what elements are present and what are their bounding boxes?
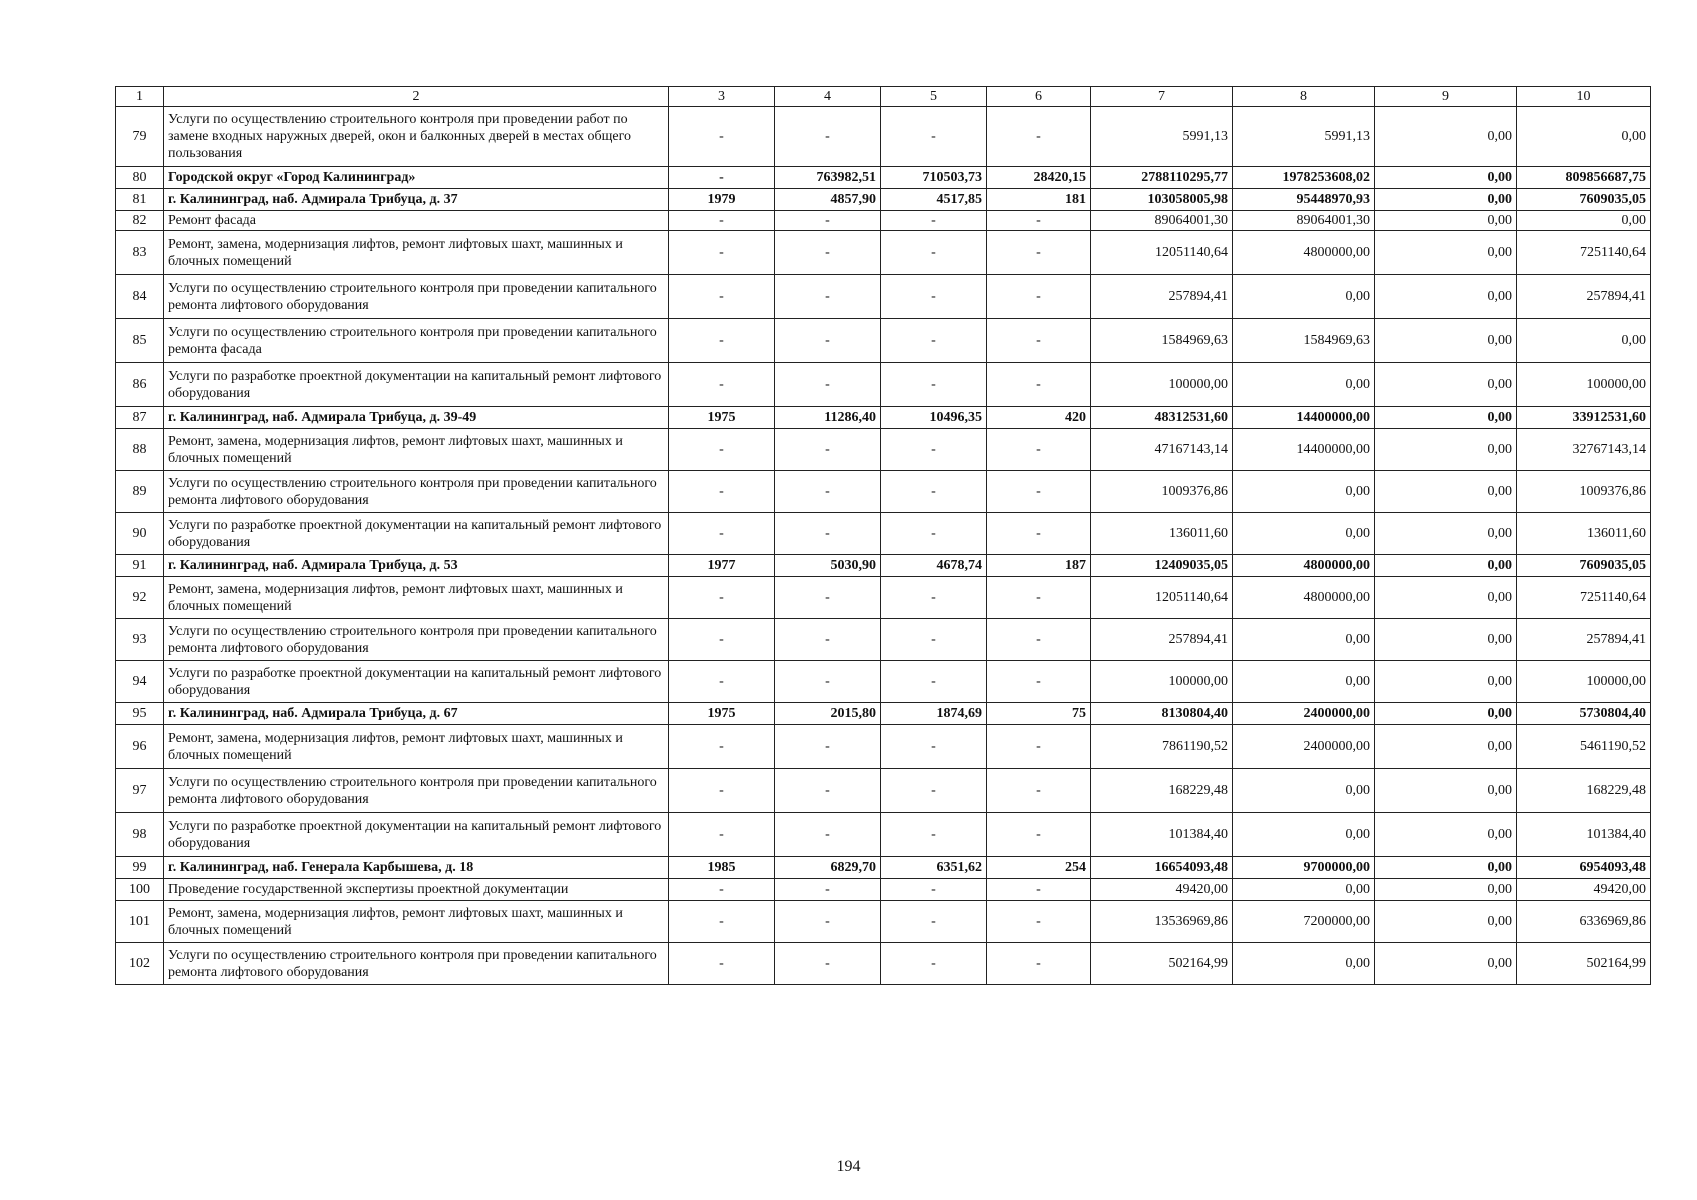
cell-col-9: 0,00 (1375, 577, 1517, 619)
cell-col-3: - (669, 661, 775, 703)
cell-col-6: - (987, 231, 1091, 275)
cell-col-6: 254 (987, 857, 1091, 879)
cell-col-7: 16654093,48 (1091, 857, 1233, 879)
cell-col-3: - (669, 167, 775, 189)
cell-col-5: - (881, 901, 987, 943)
cell-col-6: 187 (987, 555, 1091, 577)
cell-col-4: - (775, 725, 881, 769)
cell-col-4: 2015,80 (775, 703, 881, 725)
work-name: г. Калининград, наб. Адмирала Трибуца, д. 67 (164, 703, 669, 725)
cell-col-7: 7861190,52 (1091, 725, 1233, 769)
cell-col-7: 13536969,86 (1091, 901, 1233, 943)
row-number: 84 (116, 275, 164, 319)
work-name: Услуги по разработке проектной документации на капитальный ремонт лифтового оборудования (164, 513, 669, 555)
cell-col-6: - (987, 429, 1091, 471)
cell-col-10: 0,00 (1517, 107, 1651, 167)
cell-col-7: 48312531,60 (1091, 407, 1233, 429)
cell-col-10: 7609035,05 (1517, 189, 1651, 211)
cell-col-8: 4800000,00 (1233, 555, 1375, 577)
cell-col-8: 95448970,93 (1233, 189, 1375, 211)
cell-col-3: - (669, 619, 775, 661)
work-name: Ремонт, замена, модернизация лифтов, ремонт лифтовых шахт, машинных и блочных помещений (164, 231, 669, 275)
cell-col-8: 0,00 (1233, 619, 1375, 661)
cell-col-9: 0,00 (1375, 857, 1517, 879)
cell-col-10: 101384,40 (1517, 813, 1651, 857)
cell-col-8: 0,00 (1233, 879, 1375, 901)
cell-col-5: - (881, 879, 987, 901)
work-name: Услуги по осуществлению строительного контроля при проведении капитального ремонта лифтового оборудования (164, 471, 669, 513)
cell-col-4: - (775, 901, 881, 943)
cell-col-9: 0,00 (1375, 211, 1517, 231)
cell-col-10: 257894,41 (1517, 619, 1651, 661)
cell-col-4: - (775, 319, 881, 363)
cell-col-6: - (987, 901, 1091, 943)
cell-col-6: 420 (987, 407, 1091, 429)
cell-col-4: - (775, 769, 881, 813)
table-row (116, 943, 1651, 985)
cell-col-8: 4800000,00 (1233, 577, 1375, 619)
column-number-10: 10 (1517, 87, 1651, 107)
cell-col-3: 1975 (669, 703, 775, 725)
table-row (116, 857, 1651, 879)
cell-col-6: - (987, 107, 1091, 167)
cell-col-9: 0,00 (1375, 901, 1517, 943)
row-number: 86 (116, 363, 164, 407)
table-row (116, 513, 1651, 555)
cell-col-3: - (669, 107, 775, 167)
row-number: 100 (116, 879, 164, 901)
work-name: Городской округ «Город Калининград» (164, 167, 669, 189)
cell-col-3: 1975 (669, 407, 775, 429)
work-name: Проведение государственной экспертизы проектной документации (164, 879, 669, 901)
cell-col-8: 89064001,30 (1233, 211, 1375, 231)
cell-col-4: 763982,51 (775, 167, 881, 189)
cell-col-6: - (987, 319, 1091, 363)
cell-col-10: 6336969,86 (1517, 901, 1651, 943)
cell-col-8: 0,00 (1233, 513, 1375, 555)
cell-col-4: 5030,90 (775, 555, 881, 577)
table-row (116, 107, 1651, 167)
cell-col-4: - (775, 879, 881, 901)
cell-col-9: 0,00 (1375, 363, 1517, 407)
cell-col-7: 101384,40 (1091, 813, 1233, 857)
cell-col-7: 100000,00 (1091, 363, 1233, 407)
cell-col-4: - (775, 275, 881, 319)
cell-col-3: - (669, 901, 775, 943)
work-name: Ремонт фасада (164, 211, 669, 231)
cell-col-5: - (881, 231, 987, 275)
cell-col-10: 7251140,64 (1517, 577, 1651, 619)
cell-col-9: 0,00 (1375, 725, 1517, 769)
table-row (116, 211, 1651, 231)
cell-col-4: - (775, 471, 881, 513)
cell-col-7: 257894,41 (1091, 275, 1233, 319)
column-number-5: 5 (881, 87, 987, 107)
row-number: 89 (116, 471, 164, 513)
row-number: 102 (116, 943, 164, 985)
row-number: 95 (116, 703, 164, 725)
cell-col-8: 0,00 (1233, 275, 1375, 319)
cell-col-8: 0,00 (1233, 769, 1375, 813)
page-number: 194 (836, 1158, 861, 1175)
cell-col-7: 12409035,05 (1091, 555, 1233, 577)
work-name: Ремонт, замена, модернизация лифтов, ремонт лифтовых шахт, машинных и блочных помещений (164, 725, 669, 769)
cell-col-3: - (669, 363, 775, 407)
cell-col-4: - (775, 107, 881, 167)
cell-col-4: - (775, 619, 881, 661)
cell-col-7: 1584969,63 (1091, 319, 1233, 363)
cell-col-4: - (775, 513, 881, 555)
work-name: г. Калининград, наб. Адмирала Трибуца, д. 53 (164, 555, 669, 577)
cell-col-6: - (987, 471, 1091, 513)
cell-col-7: 2788110295,77 (1091, 167, 1233, 189)
cell-col-3: - (669, 513, 775, 555)
cell-col-7: 8130804,40 (1091, 703, 1233, 725)
cell-col-7: 1009376,86 (1091, 471, 1233, 513)
column-number-8: 8 (1233, 87, 1375, 107)
table-row (116, 363, 1651, 407)
table-row (116, 879, 1651, 901)
cell-col-10: 0,00 (1517, 211, 1651, 231)
table-row (116, 407, 1651, 429)
cell-col-5: 1874,69 (881, 703, 987, 725)
cell-col-8: 14400000,00 (1233, 407, 1375, 429)
row-number: 81 (116, 189, 164, 211)
cell-col-6: - (987, 211, 1091, 231)
cell-col-7: 12051140,64 (1091, 231, 1233, 275)
work-name: Услуги по осуществлению строительного контроля при проведении капитального ремонта лифтового оборудования (164, 619, 669, 661)
cell-col-9: 0,00 (1375, 879, 1517, 901)
column-number-row (116, 87, 1651, 107)
row-number: 99 (116, 857, 164, 879)
table-row (116, 167, 1651, 189)
row-number: 93 (116, 619, 164, 661)
cell-col-10: 5461190,52 (1517, 725, 1651, 769)
cell-col-8: 0,00 (1233, 813, 1375, 857)
table-row (116, 619, 1651, 661)
cell-col-6: - (987, 619, 1091, 661)
work-name: г. Калининград, наб. Адмирала Трибуца, д. 37 (164, 189, 669, 211)
row-number: 80 (116, 167, 164, 189)
cell-col-9: 0,00 (1375, 555, 1517, 577)
work-name: Услуги по осуществлению строительного контроля при проведении капитального ремонта лифтового оборудования (164, 769, 669, 813)
work-name: Ремонт, замена, модернизация лифтов, ремонт лифтовых шахт, машинных и блочных помещений (164, 577, 669, 619)
cell-col-3: - (669, 319, 775, 363)
column-number-4: 4 (775, 87, 881, 107)
cell-col-3: 1985 (669, 857, 775, 879)
table-row (116, 231, 1651, 275)
work-name: Услуги по разработке проектной документации на капитальный ремонт лифтового оборудования (164, 363, 669, 407)
cell-col-9: 0,00 (1375, 429, 1517, 471)
work-name: г. Калининград, наб. Генерала Карбышева, д. 18 (164, 857, 669, 879)
cell-col-4: - (775, 429, 881, 471)
cell-col-5: 6351,62 (881, 857, 987, 879)
cell-col-4: 11286,40 (775, 407, 881, 429)
table-row (116, 319, 1651, 363)
cell-col-8: 0,00 (1233, 661, 1375, 703)
cell-col-9: 0,00 (1375, 703, 1517, 725)
row-number: 90 (116, 513, 164, 555)
table-row (116, 901, 1651, 943)
cell-col-3: - (669, 769, 775, 813)
column-number-1: 1 (116, 87, 164, 107)
cell-col-8: 2400000,00 (1233, 725, 1375, 769)
cell-col-7: 89064001,30 (1091, 211, 1233, 231)
cell-col-10: 100000,00 (1517, 363, 1651, 407)
cell-col-8: 1584969,63 (1233, 319, 1375, 363)
work-name: Услуги по разработке проектной документации на капитальный ремонт лифтового оборудования (164, 661, 669, 703)
cell-col-10: 5730804,40 (1517, 703, 1651, 725)
row-number: 82 (116, 211, 164, 231)
column-number-9: 9 (1375, 87, 1517, 107)
cell-col-8: 0,00 (1233, 363, 1375, 407)
row-number: 87 (116, 407, 164, 429)
cell-col-9: 0,00 (1375, 319, 1517, 363)
cell-col-3: - (669, 211, 775, 231)
cell-col-5: 710503,73 (881, 167, 987, 189)
table-row (116, 189, 1651, 211)
cell-col-6: - (987, 943, 1091, 985)
cell-col-10: 502164,99 (1517, 943, 1651, 985)
table-row (116, 769, 1651, 813)
cell-col-7: 168229,48 (1091, 769, 1233, 813)
work-name: Услуги по разработке проектной документации на капитальный ремонт лифтового оборудования (164, 813, 669, 857)
cell-col-3: - (669, 577, 775, 619)
cell-col-3: - (669, 879, 775, 901)
work-name: Услуги по осуществлению строительного контроля при проведении капитального ремонта лифтового оборудования (164, 275, 669, 319)
cell-col-5: - (881, 211, 987, 231)
cell-col-10: 100000,00 (1517, 661, 1651, 703)
cell-col-3: - (669, 471, 775, 513)
cell-col-5: - (881, 275, 987, 319)
cell-col-10: 49420,00 (1517, 879, 1651, 901)
cell-col-4: - (775, 363, 881, 407)
cell-col-5: - (881, 471, 987, 513)
cell-col-9: 0,00 (1375, 769, 1517, 813)
cell-col-4: 4857,90 (775, 189, 881, 211)
cell-col-10: 33912531,60 (1517, 407, 1651, 429)
cell-col-6: - (987, 813, 1091, 857)
cell-col-10: 6954093,48 (1517, 857, 1651, 879)
cell-col-9: 0,00 (1375, 661, 1517, 703)
cell-col-9: 0,00 (1375, 407, 1517, 429)
work-name: Ремонт, замена, модернизация лифтов, ремонт лифтовых шахт, машинных и блочных помещений (164, 901, 669, 943)
cell-col-5: - (881, 769, 987, 813)
cell-col-5: - (881, 619, 987, 661)
cell-col-5: - (881, 943, 987, 985)
row-number: 101 (116, 901, 164, 943)
table-row (116, 471, 1651, 513)
row-number: 96 (116, 725, 164, 769)
column-number-7: 7 (1091, 87, 1233, 107)
cell-col-9: 0,00 (1375, 167, 1517, 189)
cell-col-9: 0,00 (1375, 619, 1517, 661)
table-row (116, 577, 1651, 619)
cell-col-10: 32767143,14 (1517, 429, 1651, 471)
cell-col-8: 0,00 (1233, 943, 1375, 985)
column-number-3: 3 (669, 87, 775, 107)
cell-col-6: - (987, 275, 1091, 319)
cell-col-6: - (987, 577, 1091, 619)
work-name: г. Калининград, наб. Адмирала Трибуца, д. 39-49 (164, 407, 669, 429)
cell-col-5: - (881, 363, 987, 407)
cell-col-9: 0,00 (1375, 275, 1517, 319)
cell-col-6: - (987, 879, 1091, 901)
cell-col-8: 2400000,00 (1233, 703, 1375, 725)
row-number: 83 (116, 231, 164, 275)
cell-col-8: 9700000,00 (1233, 857, 1375, 879)
cell-col-7: 100000,00 (1091, 661, 1233, 703)
column-number-2: 2 (164, 87, 669, 107)
cell-col-4: - (775, 211, 881, 231)
cell-col-7: 103058005,98 (1091, 189, 1233, 211)
table-row (116, 275, 1651, 319)
cell-col-3: - (669, 275, 775, 319)
cell-col-5: - (881, 577, 987, 619)
cell-col-6: - (987, 513, 1091, 555)
cell-col-3: - (669, 725, 775, 769)
row-number: 97 (116, 769, 164, 813)
cell-col-9: 0,00 (1375, 471, 1517, 513)
cell-col-7: 136011,60 (1091, 513, 1233, 555)
table-row (116, 429, 1651, 471)
cell-col-8: 5991,13 (1233, 107, 1375, 167)
cell-col-9: 0,00 (1375, 189, 1517, 211)
cell-col-5: - (881, 725, 987, 769)
row-number: 88 (116, 429, 164, 471)
cell-col-9: 0,00 (1375, 107, 1517, 167)
cell-col-7: 47167143,14 (1091, 429, 1233, 471)
cell-col-6: 75 (987, 703, 1091, 725)
cell-col-3: - (669, 943, 775, 985)
work-name: Услуги по осуществлению строительного контроля при проведении капитального ремонта лифтового оборудования (164, 943, 669, 985)
cell-col-3: - (669, 231, 775, 275)
row-number: 85 (116, 319, 164, 363)
table-row (116, 703, 1651, 725)
cell-col-8: 1978253608,02 (1233, 167, 1375, 189)
table-row (116, 725, 1651, 769)
table-body (116, 107, 1651, 985)
cell-col-10: 136011,60 (1517, 513, 1651, 555)
cell-col-10: 7251140,64 (1517, 231, 1651, 275)
cell-col-7: 257894,41 (1091, 619, 1233, 661)
cell-col-9: 0,00 (1375, 943, 1517, 985)
row-number: 94 (116, 661, 164, 703)
cell-col-8: 7200000,00 (1233, 901, 1375, 943)
column-number-6: 6 (987, 87, 1091, 107)
cell-col-6: - (987, 363, 1091, 407)
cell-col-10: 0,00 (1517, 319, 1651, 363)
cell-col-3: 1979 (669, 189, 775, 211)
cell-col-4: - (775, 813, 881, 857)
table-row (116, 661, 1651, 703)
cell-col-6: 181 (987, 189, 1091, 211)
cell-col-5: 10496,35 (881, 407, 987, 429)
cell-col-7: 12051140,64 (1091, 577, 1233, 619)
cell-col-7: 502164,99 (1091, 943, 1233, 985)
cell-col-3: - (669, 813, 775, 857)
cell-col-5: - (881, 429, 987, 471)
cell-col-8: 14400000,00 (1233, 429, 1375, 471)
cell-col-7: 5991,13 (1091, 107, 1233, 167)
cell-col-10: 7609035,05 (1517, 555, 1651, 577)
capital-repair-table (115, 86, 1651, 985)
cell-col-6: - (987, 661, 1091, 703)
cell-col-5: - (881, 813, 987, 857)
work-name: Услуги по осуществлению строительного контроля при проведении работ по замене входных наружных дверей, окон и балконных дверей в местах общего пользования (164, 107, 669, 167)
cell-col-4: - (775, 943, 881, 985)
cell-col-4: 6829,70 (775, 857, 881, 879)
cell-col-6: - (987, 769, 1091, 813)
cell-col-5: 4678,74 (881, 555, 987, 577)
cell-col-10: 168229,48 (1517, 769, 1651, 813)
row-number: 92 (116, 577, 164, 619)
cell-col-10: 1009376,86 (1517, 471, 1651, 513)
cell-col-5: - (881, 107, 987, 167)
cell-col-3: - (669, 429, 775, 471)
cell-col-7: 49420,00 (1091, 879, 1233, 901)
cell-col-5: - (881, 661, 987, 703)
cell-col-10: 257894,41 (1517, 275, 1651, 319)
cell-col-5: - (881, 513, 987, 555)
table-row (116, 813, 1651, 857)
row-number: 98 (116, 813, 164, 857)
cell-col-3: 1977 (669, 555, 775, 577)
cell-col-6: - (987, 725, 1091, 769)
row-number: 91 (116, 555, 164, 577)
cell-col-5: - (881, 319, 987, 363)
cell-col-10: 809856687,75 (1517, 167, 1651, 189)
cell-col-6: 28420,15 (987, 167, 1091, 189)
cell-col-8: 4800000,00 (1233, 231, 1375, 275)
cell-col-5: 4517,85 (881, 189, 987, 211)
cell-col-9: 0,00 (1375, 813, 1517, 857)
cell-col-9: 0,00 (1375, 231, 1517, 275)
cell-col-9: 0,00 (1375, 513, 1517, 555)
table-row (116, 555, 1651, 577)
cell-col-4: - (775, 577, 881, 619)
cell-col-4: - (775, 661, 881, 703)
cell-col-4: - (775, 231, 881, 275)
row-number: 79 (116, 107, 164, 167)
cell-col-8: 0,00 (1233, 471, 1375, 513)
work-name: Услуги по осуществлению строительного контроля при проведении капитального ремонта фасада (164, 319, 669, 363)
work-name: Ремонт, замена, модернизация лифтов, ремонт лифтовых шахт, машинных и блочных помещений (164, 429, 669, 471)
